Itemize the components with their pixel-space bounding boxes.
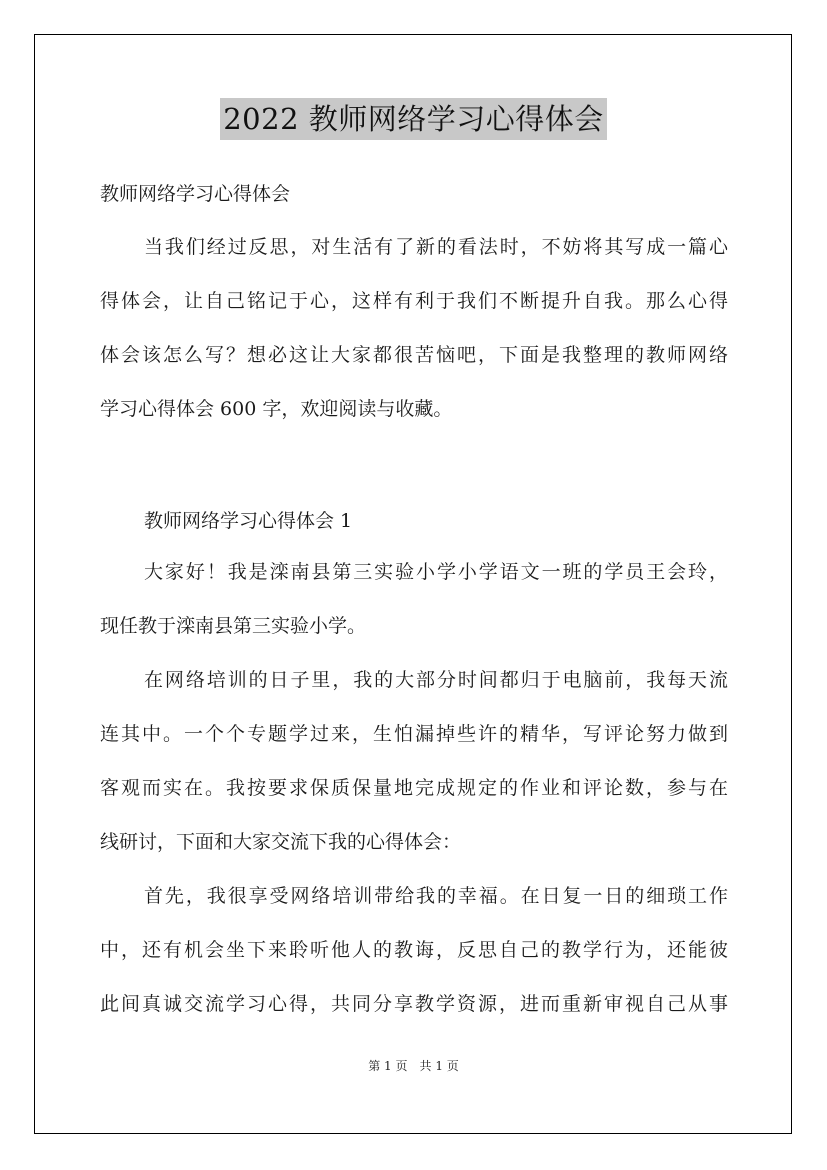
paragraph-line: 线研讨，下面和大家交流下我的心得体会：	[100, 831, 462, 853]
section-heading: 教师网络学习心得体会 1	[144, 510, 353, 532]
paragraph-line: 中，还有机会坐下来聆听他人的教诲，反思自己的教学行为，还能彼	[100, 939, 728, 961]
intro-line: 学习心得体会 600 字，欢迎阅读与收藏。	[100, 398, 453, 420]
paragraph-line: 此间真诚交流学习心得，共同分享教学资源，进而重新审视自己从事	[100, 993, 728, 1015]
paragraph-3	[100, 882, 728, 1018]
document-subtitle: 教师网络学习心得体会	[100, 183, 291, 205]
intro-line: 得体会，让自己铭记于心，这样有利于我们不断提升自我。那么心得	[100, 290, 728, 312]
intro-line: 体会该怎么写？想必这让大家都很苦恼吧，下面是我整理的教师网络	[100, 344, 728, 366]
intro-line: 当我们经过反思，对生活有了新的看法时，不妨将其写成一篇心	[144, 236, 728, 258]
paragraph-line: 客观而实在。我按要求保质保量地完成规定的作业和评论数，参与在	[100, 777, 728, 799]
paragraph-line: 大家好！我是滦南县第三实验小学小学语文一班的学员王会玲，	[144, 561, 728, 583]
title-container	[0, 98, 827, 140]
paragraph-2	[100, 666, 728, 856]
document-title: 2022 教师网络学习心得体会	[220, 98, 607, 140]
intro-paragraph	[100, 233, 728, 423]
paragraph-line: 在网络培训的日子里，我的大部分时间都归于电脑前，我每天流	[144, 669, 728, 691]
paragraph-line: 现任教于滦南县第三实验小学。	[100, 615, 367, 637]
paragraph-1	[100, 558, 728, 640]
paragraph-line: 首先，我很享受网络培训带给我的幸福。在日复一日的细琐工作	[144, 885, 728, 907]
paragraph-line: 连其中。一个个专题学过来，生怕漏掉些许的精华，写评论努力做到	[100, 723, 728, 745]
page-footer: 第 1 页 共 1 页	[368, 1059, 459, 1073]
